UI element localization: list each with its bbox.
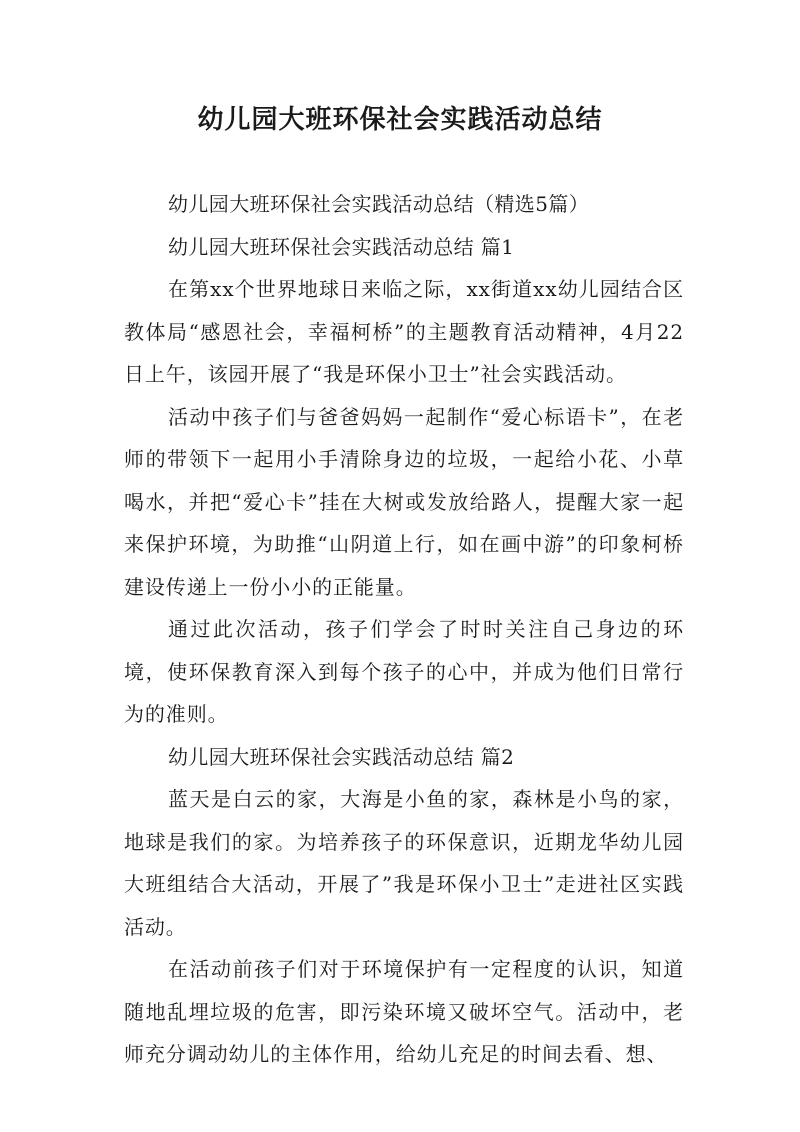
paragraph: 在活动前孩子们对于环境保护有一定程度的认识，知道随地乱埋垃圾的危害，即污染环境又破坏空气。活动中，老师充分调动幼儿的主体作用，给幼儿充足的时间去看、想、 [124, 957, 684, 1066]
paragraph: 通过此次活动，孩子们学会了时时关注自己身边的环境，使环保教育深入到每个孩子的心中，并成为他们日常行为的准则。 [124, 617, 684, 726]
paragraph: 活动中孩子们与爸爸妈妈一起制作“爱心标语卡”，在老师的带领下一起用小手清除身边的垃圾，一起给小花、小草喝水，并把“爱心卡”挂在大树或发放给路人，提醒大家一起来保护环境，为助推“山阴道上行，如在画中游”的印象柯桥建设传递上一份小小的正能量。 [124, 404, 684, 599]
section-heading-2: 幼儿园大班环保社会实践活动总结 篇2 [168, 744, 515, 769]
paragraph: 在第xx个世界地球日来临之际，xx街道xx幼儿园结合区教体局“感恩社会，幸福柯桥”的主题教育活动精神，4月22日上午，该园开展了“我是环保小卫士”社会实践活动。 [124, 277, 684, 386]
section-heading-1: 幼儿园大班环保社会实践活动总结 篇1 [168, 234, 515, 259]
document-body [124, 183, 684, 1076]
paragraph: 蓝天是白云的家，大海是小鱼的家，森林是小鸟的家，地球是我们的家。为培养孩子的环保意识，近期龙华幼儿园大班组结合大活动，开展了”我是环保小卫士”走进社区实践活动。 [124, 787, 684, 939]
subtitle-paragraph: 幼儿园大班环保社会实践活动总结（精选5篇） [168, 192, 590, 216]
document-title: 幼儿园大班环保社会实践活动总结 [197, 105, 603, 135]
